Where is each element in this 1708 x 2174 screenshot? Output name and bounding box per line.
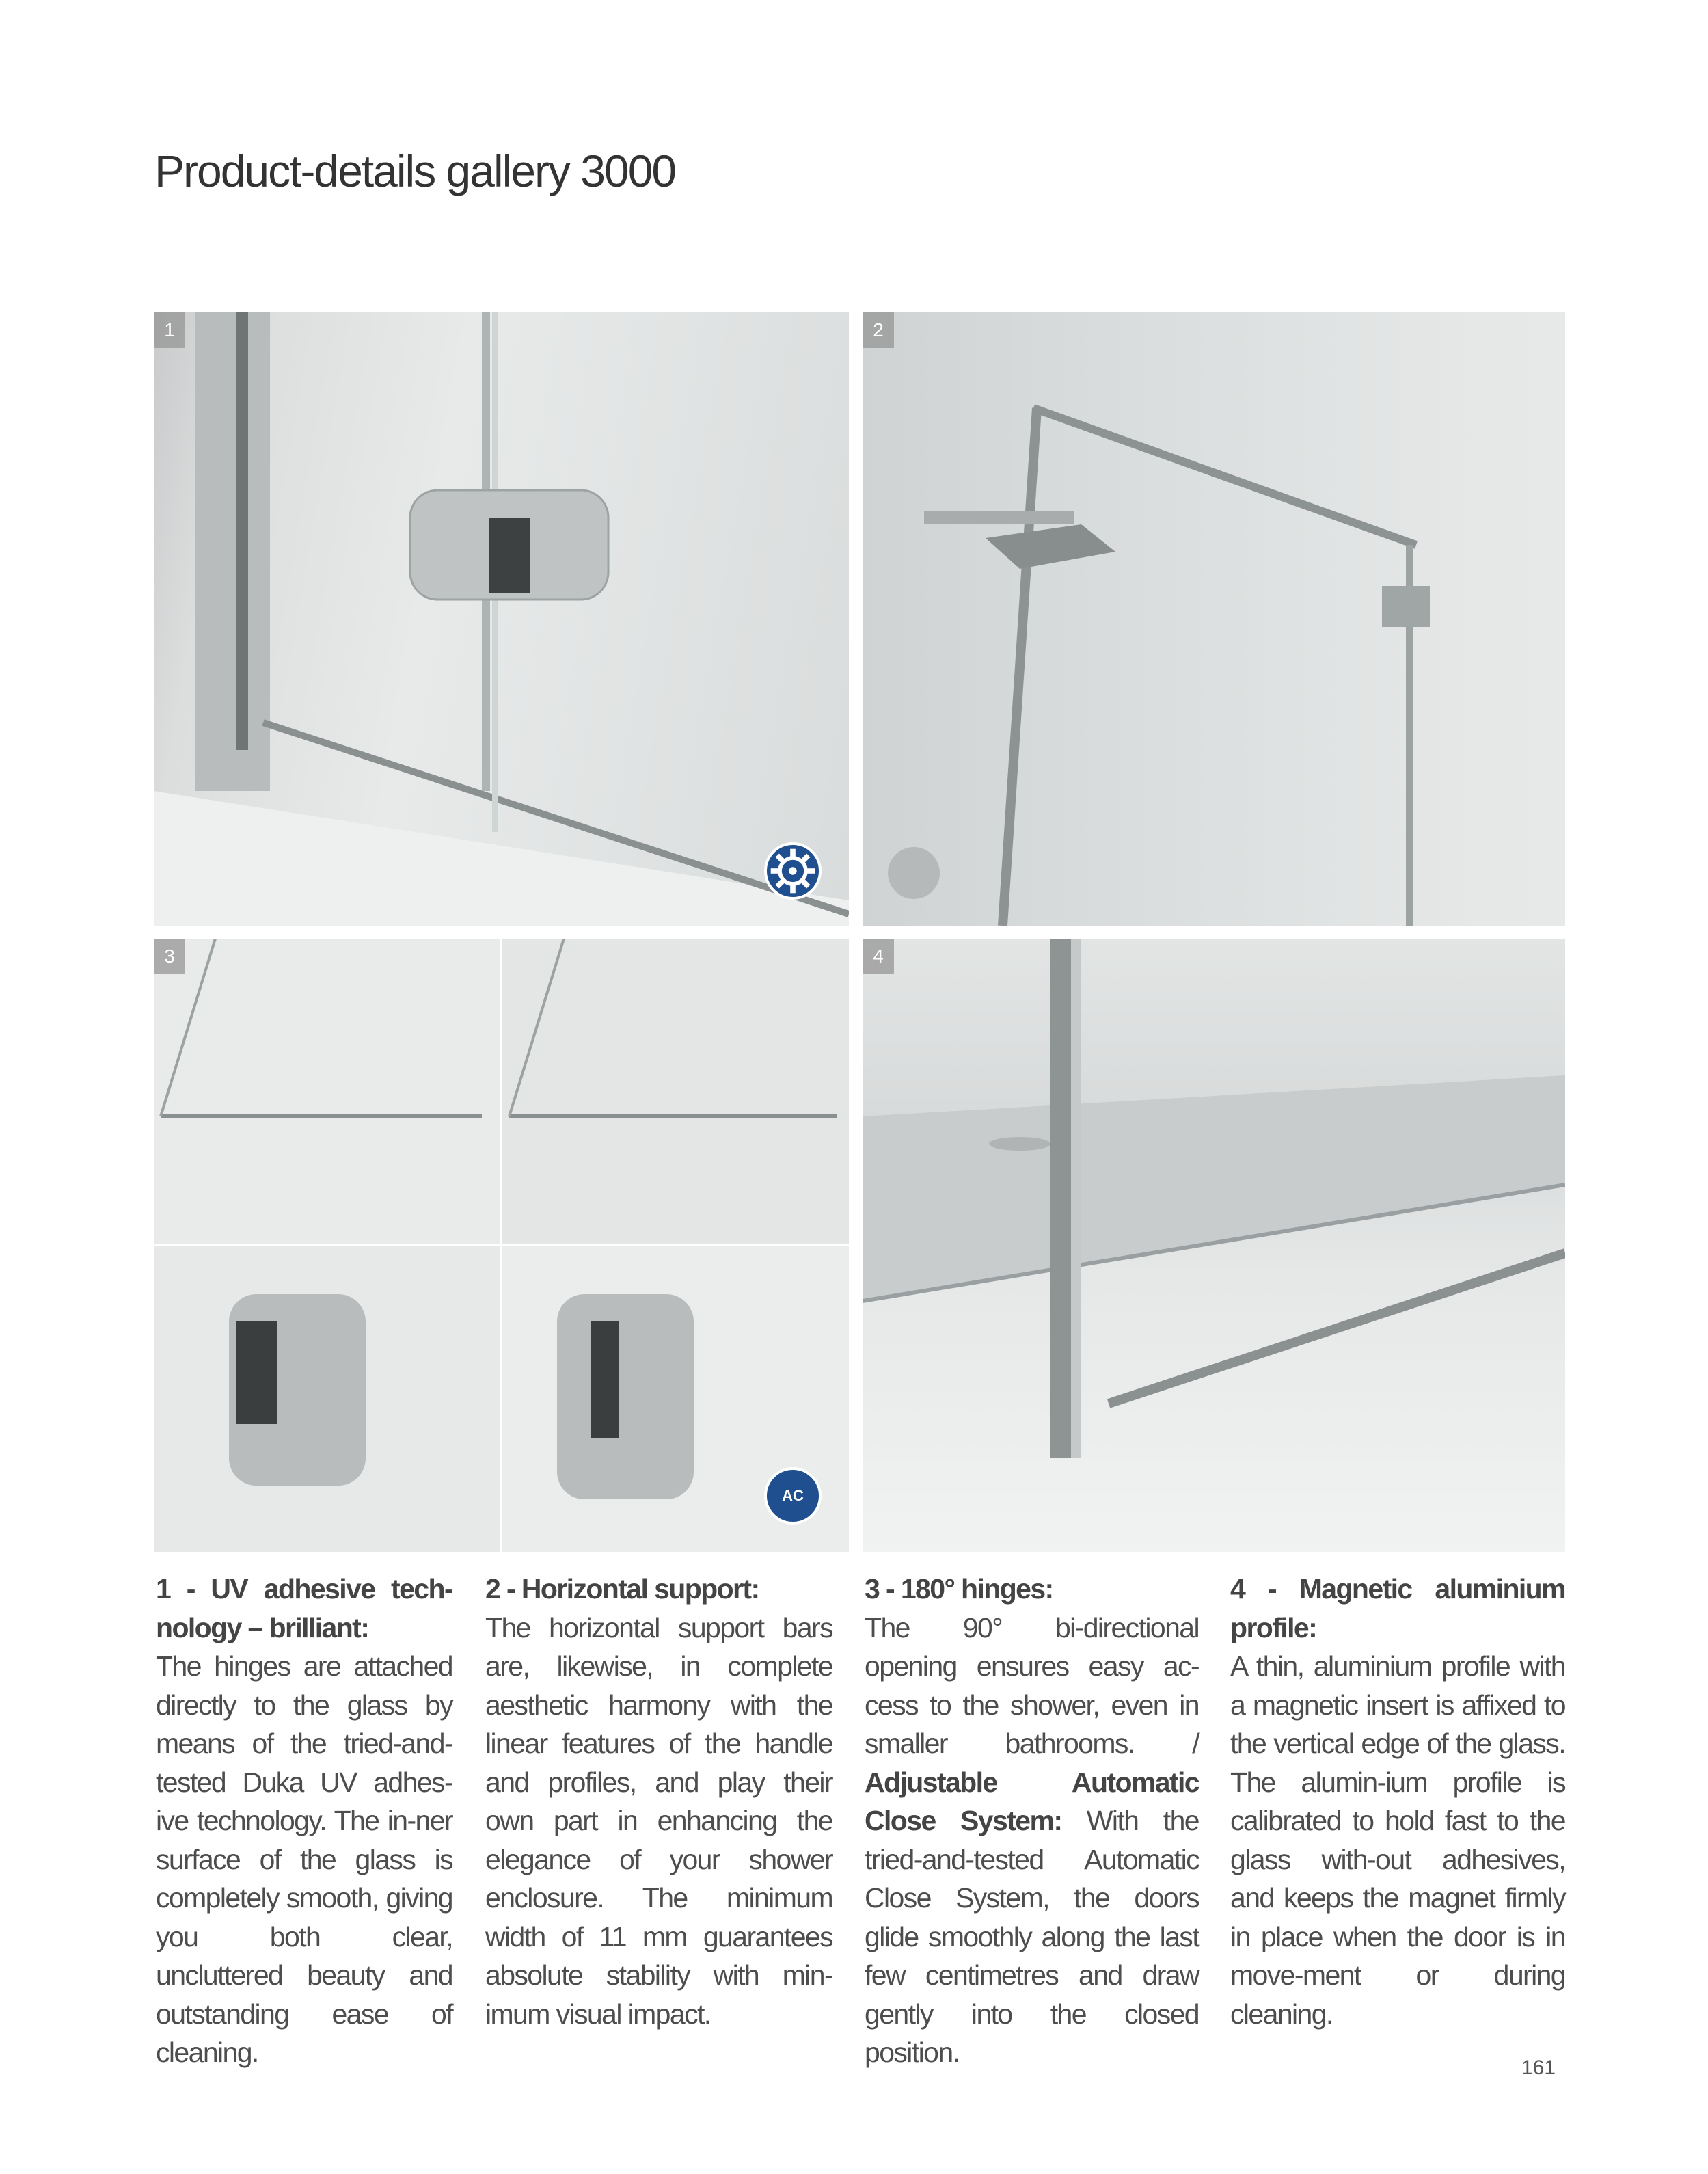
photo-number-badge: 1 [154, 312, 185, 348]
caption-body: A thin, aluminium profile with a magnetic insert is affixed to the vertical edge of the glass. The alumin-ium profile is calibrated to hold fast to the glass with-out adhesives, and keeps the magnet firmly in place when the door is in move-ment or during cleaning. [1230, 1650, 1565, 2030]
ac-icon [764, 1467, 822, 1525]
caption-body: The hinges are attached directly to the glass by means of the tried-and-tested Duka UV adhes-ive technology. The in-ner surface of the glass is completely smooth, giving you both clear, uncluttered beauty and outstanding ease of cleaning. [156, 1650, 452, 2068]
caption-body: The horizontal support bars are, likewise, in complete aesthetic harmony with the linear features of the handle and profiles, and play their own part in enhancing the elegance of your shower enclosure. The minimum width of 11 mm guarantees absolute stability with min-imum visual impact. [485, 1611, 832, 2030]
caption-body-2: With the tried-and-tested Automatic Close System, the doors glide smoothly along the last few centimetres and draw gently into the closed position. [865, 1805, 1199, 2068]
photo-1-drawing [154, 312, 849, 926]
caption-magnetic-profile [1230, 1570, 1565, 2033]
caption-body: The 90° bi-directional opening ensures easy ac-cess to the shower, even in smaller bathrooms. / [865, 1611, 1199, 1759]
caption-heading: 4 - Magnetic aluminium profile: [1230, 1573, 1565, 1643]
photo-180-hinges [154, 939, 849, 1552]
caption-subheading: Adjustable Automatic Close System: [865, 1766, 1199, 1836]
photo-3-drawing [154, 939, 849, 1552]
caption-180-hinges [865, 1570, 1199, 2072]
gear-icon [764, 842, 822, 900]
photo-horizontal-support [863, 312, 1565, 926]
photo-magnetic-profile [863, 939, 1565, 1552]
photo-4-drawing [863, 939, 1565, 1552]
photo-number-badge: 4 [863, 939, 894, 974]
caption-heading: 2 - Horizontal support: [485, 1573, 759, 1605]
photo-uv-hinge [154, 312, 849, 926]
ac-icon-label: AC [782, 1487, 804, 1504]
page-title: Product-details gallery 3000 [154, 146, 676, 196]
caption-horizontal-support [485, 1570, 832, 2033]
photo-number-badge: 2 [863, 312, 894, 348]
page-number: 161 [1521, 2056, 1556, 2079]
photo-number-badge: 3 [154, 939, 185, 974]
photo-2-drawing [863, 312, 1565, 926]
caption-heading: 1 - UV adhesive tech-nology – brilliant: [156, 1573, 452, 1643]
caption-heading: 3 - 180° hinges: [865, 1573, 1053, 1605]
caption-uv-adhesive [156, 1570, 452, 2072]
